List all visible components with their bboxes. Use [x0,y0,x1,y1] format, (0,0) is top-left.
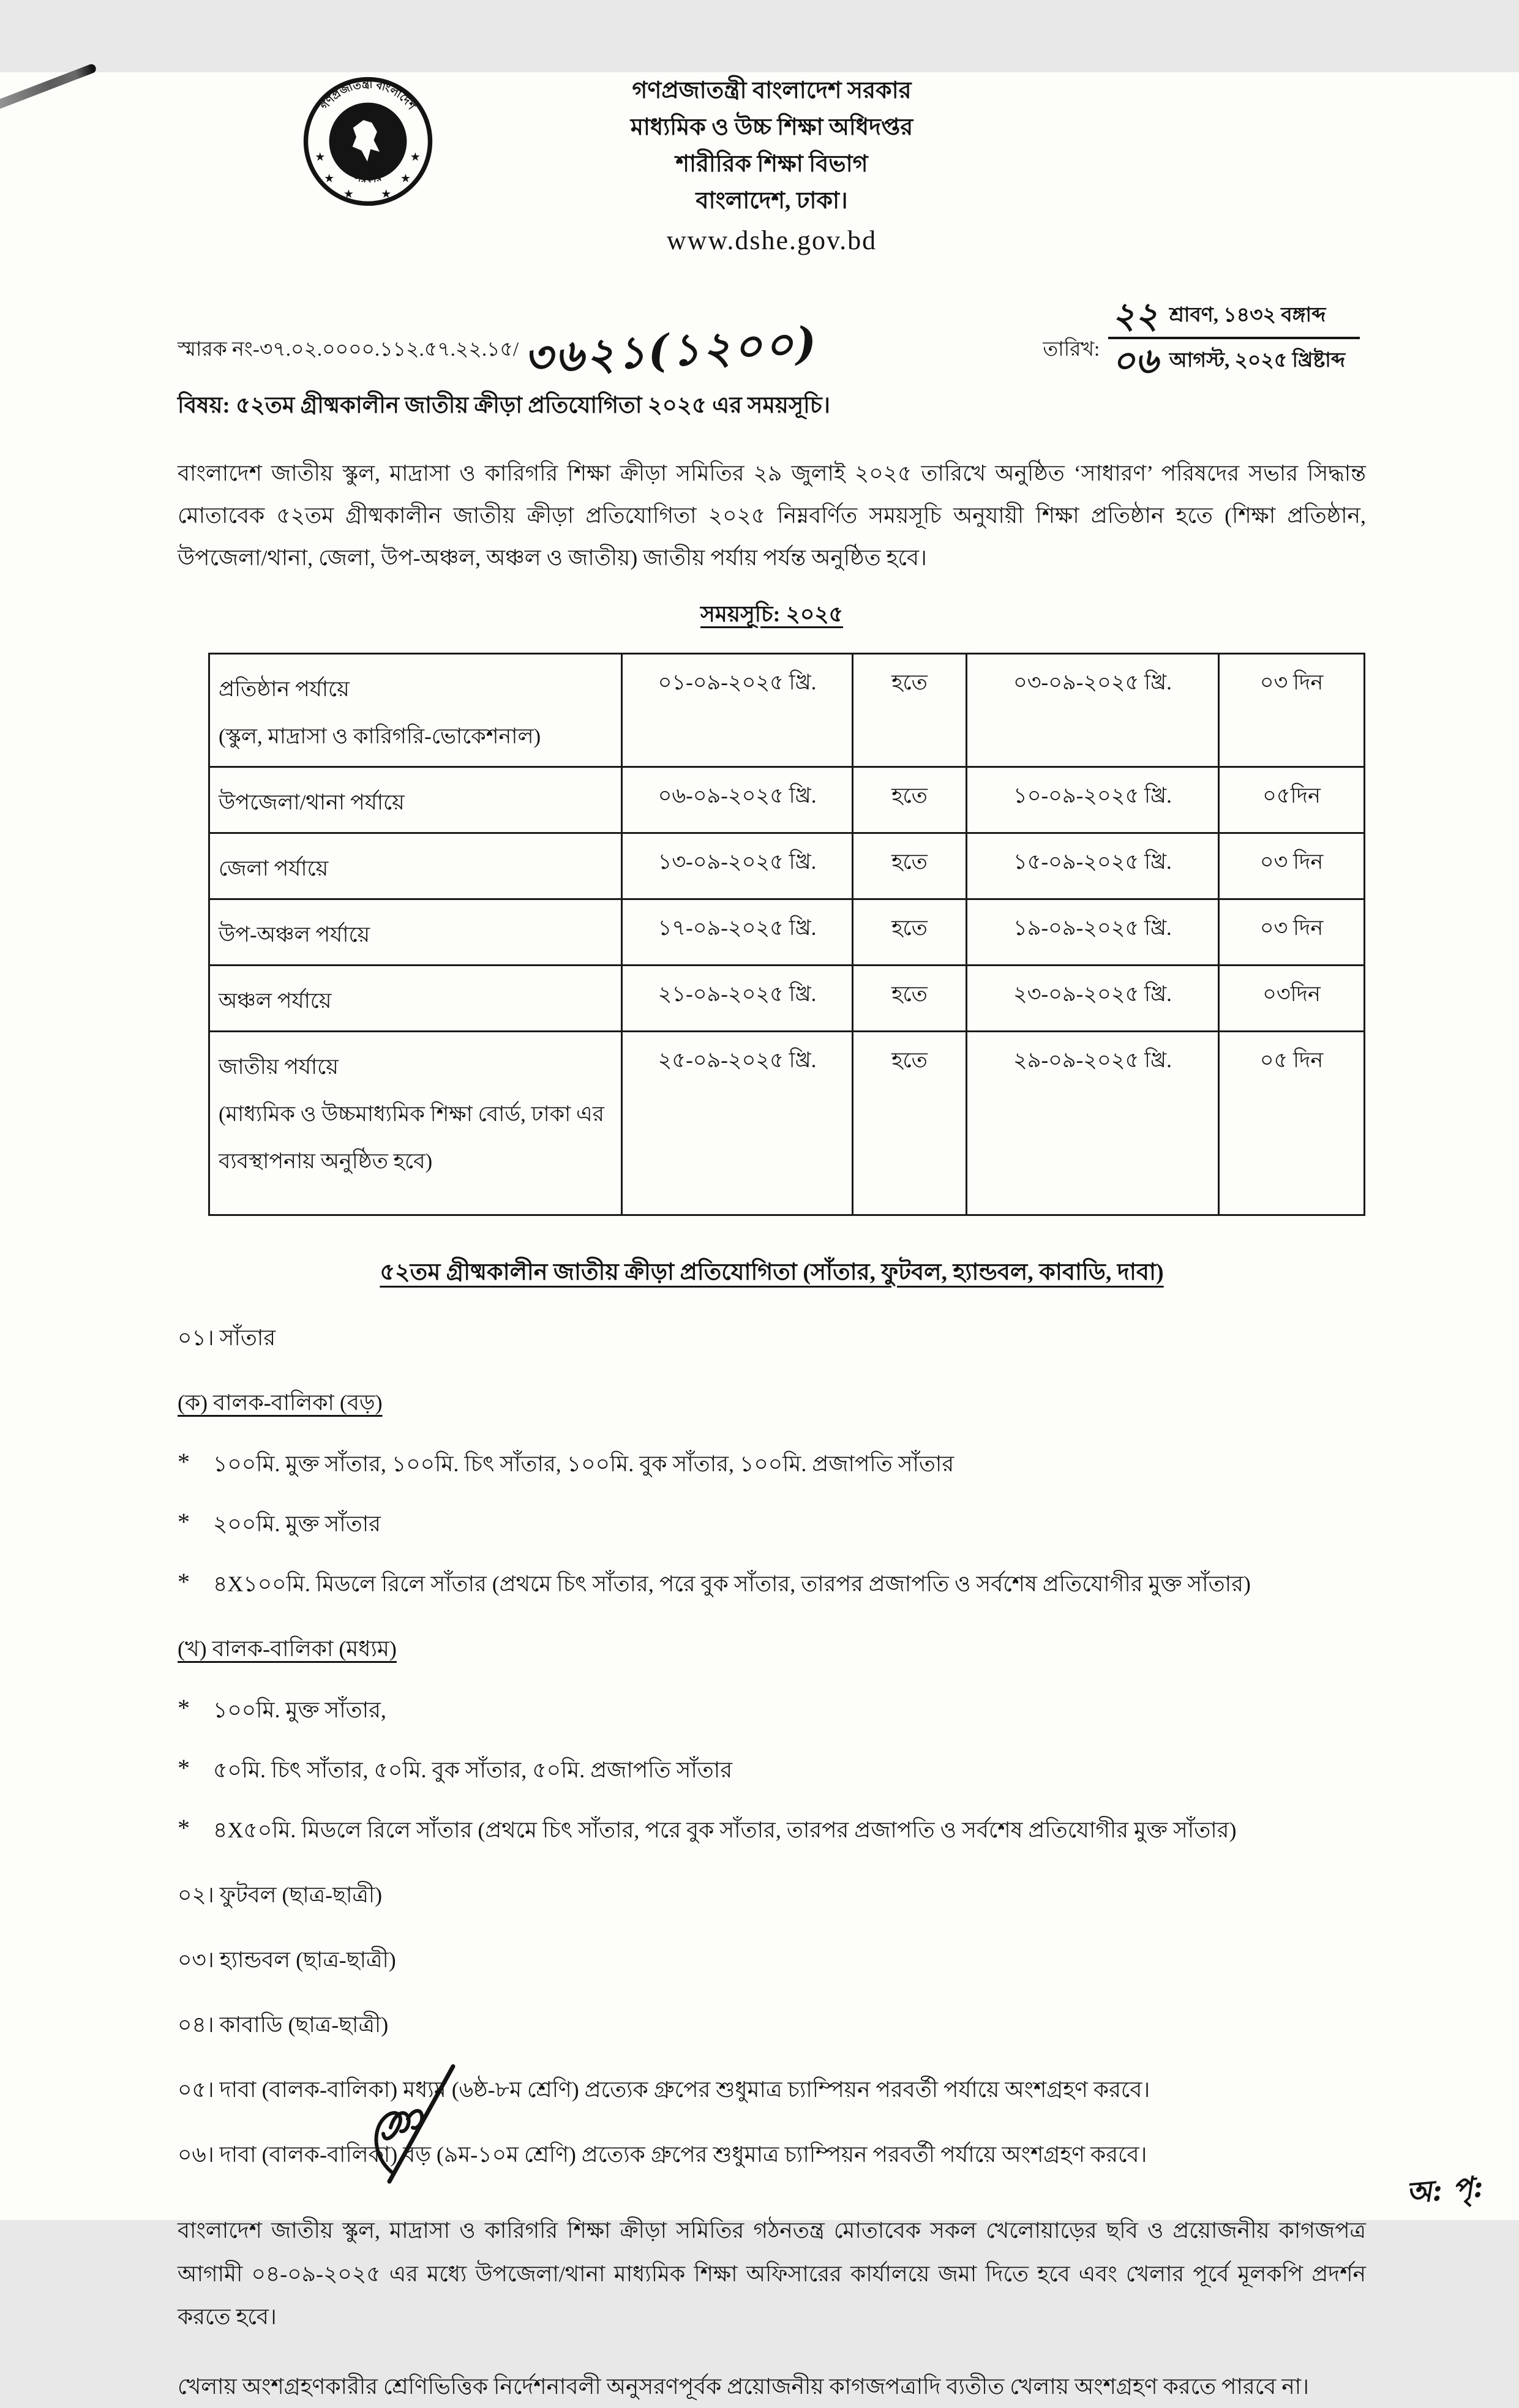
swimming-event-line: * ১০০মি. মুক্ত সাঁতার, ১০০মি. চিৎ সাঁতার, ১০০মি. বুক সাঁতার, ১০০মি. প্রজাপতি সাঁতার [178,1447,1366,1484]
swimming-event-line: * ৪X১০০মি. মিডলে রিলে সাঁতার (প্রথমে চিৎ সাঁতার, পরে বুক সাঁতার, তারপর প্রজাপতি ও সর্বশেষ প্রতিযোগীর মুক্ত সাঁতার) [178,1567,1366,1604]
seal-text-bottom: সরকার [353,171,383,186]
division-name: শারীরিক শিক্ষা বিভাগ [675,151,868,178]
table-cell-to: ১৫-০৯-২০২৫ খ্রি. [966,833,1218,899]
date-gregorian-line [1108,339,1360,381]
date-gregorian-day-handwritten: ০৬ [1112,340,1158,381]
table-cell-days: ০৩ দিন [1219,833,1365,899]
table-cell-days: ০৩দিন [1219,966,1365,1032]
item-chess-middle: ০৫। দাবা (বালক-বালিকা) মধ্যম (৬ষ্ঠ-৮ম শ্রেণি) প্রত্যেক গ্রুপের শুধুমাত্র চ্যাম্পিয়ন পরবর্তী পর্যায়ে অংশগ্রহণ করবে। [178,2077,1150,2102]
bullet-marker: * [178,1694,190,1722]
government-name: গণপ্রজাতন্ত্রী বাংলাদেশ সরকার [632,78,912,103]
bullet-marker: * [178,1448,190,1476]
table-cell-days: ০৩ দিন [1219,654,1365,767]
table-cell-from: ১৩-০৯-২০২৫ খ্রি. [621,833,852,899]
table-cell-days: ০৫ দিন [1219,1032,1365,1215]
item-kabaddi: ০৪। কাবাডি (ছাত্র-ছাত্রী) [178,2012,389,2038]
memo-number-handwritten: ৩৬২১(১২০০) [522,316,820,384]
table-cell-level: উপ-অঞ্চল পর্যায়ে [209,899,622,966]
table-cell-level: জাতীয় পর্যায়ে (মাধ্যমিক ও উচ্চমাধ্যমিক শিক্ষা বোর্ড, ঢাকা এর ব্যবস্থাপনায় অনুষ্ঠিত হবে) [209,1032,622,1215]
seal-star-right-3: ★ [381,187,392,201]
memo-number-label: স্মারক নং-৩৭.০২.০০০০.১১২.৫৭.২২.১৫/ [178,339,519,361]
date-fraction [1108,294,1360,381]
table-cell-connector: হতে [853,654,967,767]
seal-star-left-3: ★ [343,187,354,201]
swimming-event-line: * ৪X৫০মি. মিডলে রিলে সাঁতার (প্রথমে চিৎ সাঁতার, পরে বুক সাঁতার, তারপর প্রজাপতি ও সর্বশেষ প্রতিযোগীর মুক্ত সাঁতার) [178,1814,1366,1850]
table-cell-to: ২৩-০৯-২০২৫ খ্রি. [966,966,1218,1032]
events-heading: ৫২তম গ্রীষ্মকালীন জাতীয় ক্রীড়া প্রতিযোগিতা (সাঁতার, ফুটবল, হ্যান্ডবল, কাবাডি, দাবা) [380,1259,1164,1286]
seal-star-right-1: ★ [410,151,421,164]
table-cell-connector: হতে [853,1032,967,1215]
table-cell-days: ০৫দিন [1219,767,1365,833]
swimming-event-line: * ৫০মি. চিৎ সাঁতার, ৫০মি. বুক সাঁতার, ৫০মি. প্রজাপতি সাঁতার [178,1753,1366,1790]
closing-paragraph-rules: খেলায় অংশগ্রহণকারীর শ্রেণিভিত্তিক নির্দেশনাবলী অনুসরণপূর্বক প্রয়োজনীয় কাগজপত্রাদি ব্যতীত খেলায় অংশগ্রহণ করতে পারবে না। [178,2374,1310,2399]
swimming-group-b-title: (খ) বালক-বালিকা (মধ্যম) [178,1637,397,1662]
schedule-title: সময়সূচি: ২০২৫ [700,602,844,627]
table-cell-connector: হতে [853,966,967,1032]
table-cell-to: ০৩-০৯-২০২৫ খ্রি. [966,654,1218,767]
table-row [209,767,1365,833]
svg-text:সরকার [353,171,383,186]
table-cell-level: উপজেলা/থানা পর্যায়ে [209,767,622,833]
government-seal-icon [303,73,433,209]
item-chess-senior: ০৬। দাবা (বালক-বালিকা) বড় (৯ম-১০ম শ্রেণি) প্রত্যেক গ্রুপের শুধুমাত্র চ্যাম্পিয়ন পরবর্তী পর্যায়ে অংশগ্রহণ করবে। [178,2142,1147,2167]
table-cell-from: ০১-০৯-২০২৫ খ্রি. [621,654,852,767]
table-row [209,899,1365,966]
table-cell-to: ১০-০৯-২০২৫ খ্রি. [966,767,1218,833]
directorate-name: মাধ্যমিক ও উচ্চ শিক্ষা অধিদপ্তর [630,114,913,141]
date-gregorian-printed: আগস্ট, ২০২৫ খ্রিষ্টাব্দ [1169,350,1345,372]
table-row [209,1032,1365,1215]
continuation-mark: অ: পৃ: [1405,2169,1485,2211]
table-cell-from: ০৬-০৯-২০২৫ খ্রি. [621,767,852,833]
table-cell-to: ২৯-০৯-২০২৫ খ্রি. [966,1032,1218,1215]
table-cell-to: ১৯-০৯-২০২৫ খ্রি. [966,899,1218,966]
scanned-letter-page [0,72,1519,2399]
date-bangla-day-handwritten: ২২ [1112,294,1158,336]
letterhead-text [631,72,913,262]
memo-row [178,294,1366,384]
table-cell-from: ১৭-০৯-২০২৫ খ্রি. [621,899,852,966]
seal-star-right-2: ★ [400,172,411,186]
table-cell-level: প্রতিষ্ঠান পর্যায়ে (স্কুল, মাদ্রাসা ও কারিগরি-ভোকেশনাল) [209,654,622,767]
swimming-event-line: * ২০০মি. মুক্ত সাঁতার [178,1507,1366,1544]
table-row [209,833,1365,899]
letterhead [178,72,1366,274]
memo-number-line [178,299,820,384]
table-row [209,966,1365,1032]
date-bangla-line [1108,294,1360,339]
table-cell-days: ০৩ দিন [1219,899,1365,966]
date-label: তারিখ: [1043,339,1100,361]
swimming-event-line: * ১০০মি. মুক্ত সাঁতার, [178,1693,1366,1730]
item-football: ০২। ফুটবল (ছাত্র-ছাত্রী) [178,1883,383,1908]
bullet-marker: * [178,1814,190,1842]
seal-star-left-2: ★ [324,172,335,186]
closing-paragraph-documents: বাংলাদেশ জাতীয় স্কুল, মাদ্রাসা ও কারিগরি শিক্ষা ক্রীড়া সমিতির গঠনতন্ত্র মোতাবেক সকল খেলোয়াড়ের ছবি ও প্রয়োজনীয় কাগজপত্র আগামী ০৪-০৯-২০২৫ এর মধ্যে উপজেলা/থানা মাধ্যমিক শিক্ষা অফিসারের কার্যালয়ে জমা দিতে হবে এবং খেলার পূর্বে মূলকপি প্রদর্শন করতে হবে। [178,2218,1366,2329]
item-handball: ০৩। হ্যান্ডবল (ছাত্র-ছাত্রী) [178,1948,396,1973]
seal-star-left-1: ★ [315,151,326,164]
swimming-group-a-title: (ক) বালক-বালিকা (বড়) [178,1390,383,1416]
item-swimming-title: ০১। সাঁতার [178,1326,276,1351]
table-cell-connector: হতে [853,833,967,899]
table-cell-from: ২৫-০৯-২০২৫ খ্রি. [621,1032,852,1215]
bullet-marker: * [178,1754,190,1782]
bullet-marker: * [178,1568,190,1596]
website-url: www.dshe.gov.bd [666,225,877,256]
subject-line: বিষয়: ৫২তম গ্রীষ্মকালীন জাতীয় ক্রীড়া প্রতিযোগিতা ২০২৫ এর সময়সূচি। [178,393,830,418]
seal-text-top: গণপ্রজাতন্ত্রী বাংলাদেশ [318,78,418,112]
location-line: বাংলাদেশ, ঢাকা। [696,188,848,214]
table-row [209,654,1365,767]
date-block [1043,294,1360,381]
table-cell-level: জেলা পর্যায়ে [209,833,622,899]
table-cell-connector: হতে [853,899,967,966]
table-cell-connector: হতে [853,767,967,833]
schedule-table [208,653,1365,1216]
signature [360,2059,476,2188]
bullet-marker: * [178,1508,190,1536]
table-cell-from: ২১-০৯-২০২৫ খ্রি. [621,966,852,1032]
intro-paragraph: বাংলাদেশ জাতীয় স্কুল, মাদ্রাসা ও কারিগরি শিক্ষা ক্রীড়া সমিতির ২৯ জুলাই ২০২৫ তারিখে অনুষ্ঠিত ‘সাধারণ’ পরিষদের সভার সিদ্ধান্ত মোতাবেক ৫২তম গ্রীষ্মকালীন জাতীয় ক্রীড়া প্রতিযোগিতা ২০২৫ নিম্নবর্ণিত সময়সূচি অনুযায়ী শিক্ষা প্রতিষ্ঠান হতে (শিক্ষা প্রতিষ্ঠান, উপজেলা/থানা, জেলা, উপ-অঞ্চল, অঞ্চল ও জাতীয়) জাতীয় পর্যায় পর্যন্ত অনুষ্ঠিত হবে। [178,461,1366,571]
table-cell-level: অঞ্চল পর্যায়ে [209,966,622,1032]
date-bangla-printed: শ্রাবণ, ১৪৩২ বঙ্গাব্দ [1169,304,1326,326]
